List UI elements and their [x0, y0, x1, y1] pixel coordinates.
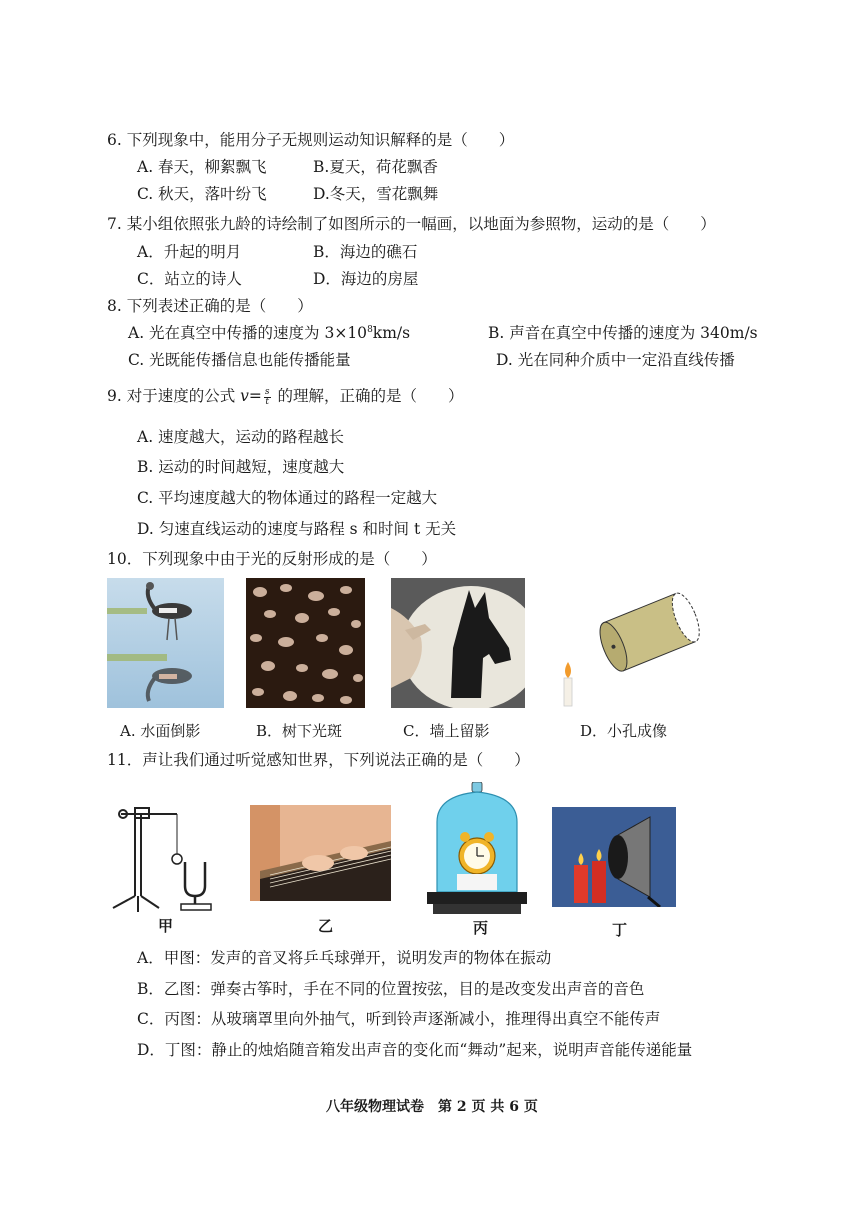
q8-option-d[interactable]: D. 光在同种介质中一定沿直线传播: [496, 351, 735, 369]
q8-option-b[interactable]: B. 声音在真空中传播的速度为 340m/s: [488, 324, 758, 342]
q10-caption-d: D．小孔成像: [580, 722, 668, 740]
q7-option-d[interactable]: D．海边的房屋: [313, 270, 419, 288]
tuning-fork-image: [107, 800, 225, 915]
q11-option-a[interactable]: A．甲图：发声的音叉将乒乓球弹开，说明发声的物体在振动: [137, 949, 552, 967]
q6-option-d[interactable]: D.冬天，雪花飘舞: [313, 185, 439, 203]
q7-option-b[interactable]: B．海边的礁石: [313, 243, 418, 261]
fig-label-bing: 丙: [473, 919, 489, 937]
pinhole-camera-image: [555, 584, 705, 708]
fig-label-yi: 乙: [318, 917, 334, 935]
q8-option-a-prefix: A. 光在真空中传播的速度为 3×10: [128, 324, 368, 342]
question-9-stem: [107, 386, 463, 407]
q6-option-b[interactable]: B.夏天，荷花飘香: [313, 158, 438, 176]
q9-stem-suffix: 的理解，正确的是（ ）: [272, 387, 464, 405]
fig-label-ding: 丁: [612, 921, 628, 939]
q8-option-a-unit: km/s: [372, 324, 411, 342]
question-7-stem: 7. 某小组依照张九龄的诗绘制了如图所示的一幅画，以地面为参照物，运动的是（ ）: [107, 215, 716, 233]
q6-option-c[interactable]: C. 秋天，落叶纷飞: [137, 185, 267, 203]
question-10-stem: 10．下列现象中由于光的反射形成的是（ ）: [107, 550, 437, 568]
q11-option-b[interactable]: B．乙图：弹奏古筝时，手在不同的位置按弦，目的是改变发出声音的音色: [137, 980, 645, 998]
q10-caption-b: B．树下光斑: [256, 722, 343, 740]
page-footer: 八年级物理试卷 第 2 页 共 6 页: [326, 1099, 538, 1115]
q9-option-a[interactable]: A. 速度越大，运动的路程越长: [137, 428, 345, 446]
q9-option-c[interactable]: C. 平均速度越大的物体通过的路程一定越大: [137, 489, 438, 507]
q9-option-b[interactable]: B. 运动的时间越短，速度越大: [137, 458, 345, 476]
q11-option-d[interactable]: D．丁图：静止的烛焰随音箱发出声音的变化而“舞动”起来，说明声音能传递能量: [137, 1041, 693, 1059]
q9-formula-denominator: t: [265, 396, 270, 407]
question-6-stem: 6. 下列现象中，能用分子无规则运动知识解释的是（ ）: [107, 131, 515, 149]
q8-option-c[interactable]: C. 光既能传播信息也能传播能量: [128, 351, 351, 369]
q10-caption-c: C．墙上留影: [403, 722, 490, 740]
bell-jar-image: [427, 782, 527, 917]
water-reflection-image: [107, 578, 224, 708]
q9-formula-numerator: s: [264, 386, 270, 397]
q11-option-c[interactable]: C．丙图：从玻璃罩里向外抽气，听到铃声逐渐减小，推理得出真空不能传声: [137, 1010, 661, 1028]
q6-option-a[interactable]: A. 春天，柳絮飘飞: [137, 158, 267, 176]
tree-light-spots-image: [246, 578, 365, 708]
q8-option-a[interactable]: [128, 323, 410, 343]
question-11-stem: 11．声让我们通过听觉感知世界，下列说法正确的是（ ）: [107, 751, 530, 769]
q7-option-c[interactable]: C．站立的诗人: [137, 270, 242, 288]
q9-stem-prefix: 9. 对于速度的公式: [107, 387, 241, 405]
q10-caption-a: A. 水面倒影: [120, 722, 201, 740]
hand-shadow-image: [391, 578, 525, 708]
speaker-candle-image: [552, 807, 676, 907]
q8-option-a-exponent: 8: [367, 324, 373, 335]
question-8-stem: 8. 下列表述正确的是（ ）: [107, 297, 313, 315]
guzheng-image: [250, 805, 391, 901]
fig-label-jia: 甲: [158, 917, 174, 935]
q7-option-a[interactable]: A．升起的明月: [137, 243, 242, 261]
q9-formula-lhs: v=: [240, 387, 262, 405]
q9-formula-fraction: [264, 388, 271, 407]
q9-option-d[interactable]: D. 匀速直线运动的速度与路程 s 和时间 t 无关: [137, 520, 457, 538]
